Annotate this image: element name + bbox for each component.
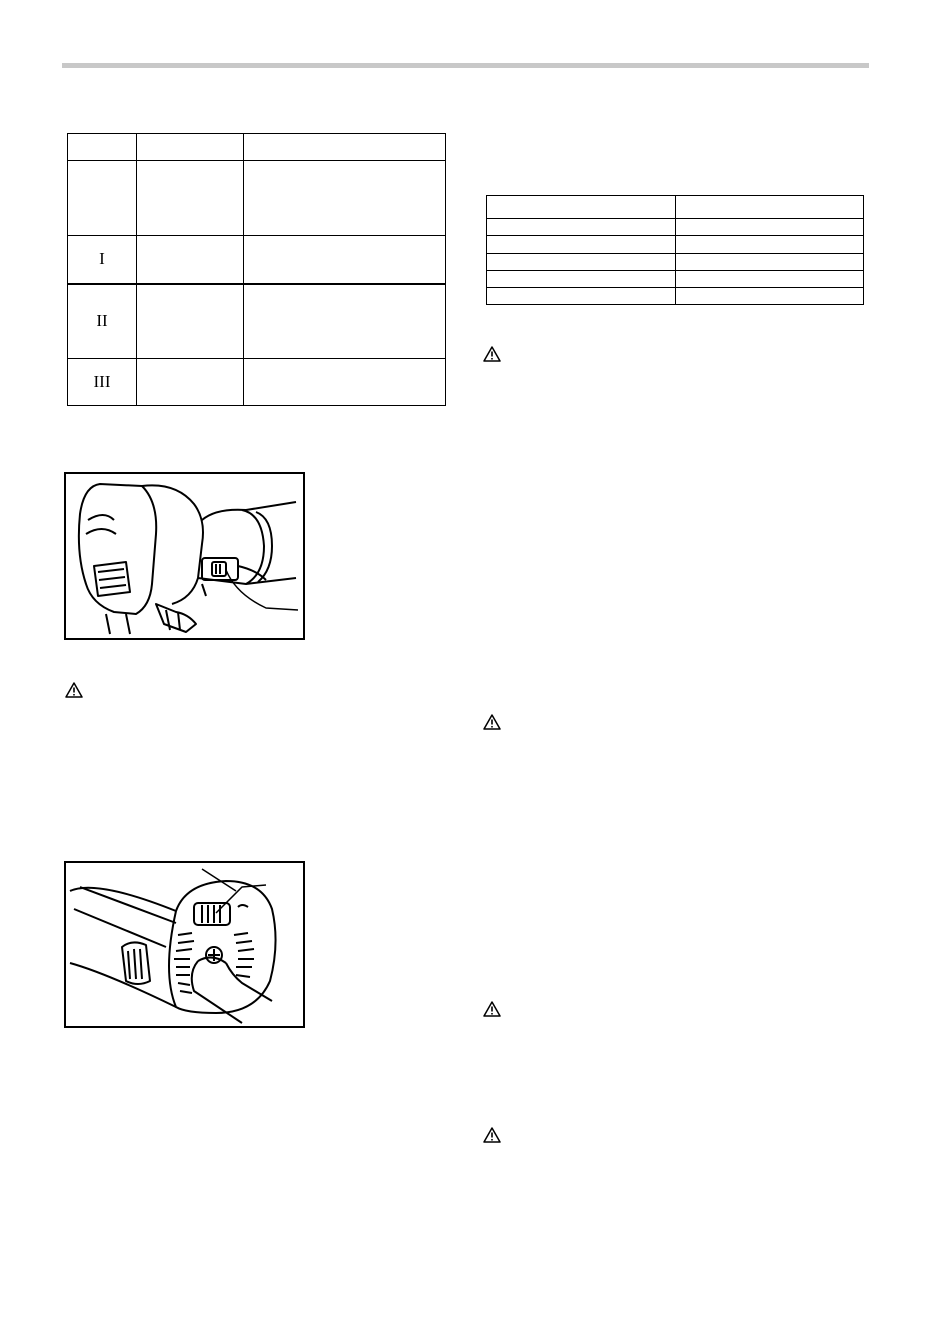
warning-triangle-icon [483, 1127, 501, 1143]
speed-adjusting-dial-illustration [66, 863, 303, 1026]
speed-dial-figure [64, 861, 305, 1028]
table-header-cell [244, 134, 446, 161]
warning-triangle-icon [483, 346, 501, 362]
table-row [487, 236, 864, 253]
warning-triangle-icon [483, 1001, 501, 1017]
table-row [68, 236, 446, 284]
orbit-action-table [67, 133, 446, 406]
table-row [68, 161, 446, 236]
table-header-row [487, 196, 864, 219]
header-rule [62, 63, 869, 68]
table-row [487, 219, 864, 236]
position-cell: II [68, 284, 137, 359]
switch-lever-illustration [66, 474, 303, 638]
table-header-cell [137, 134, 244, 161]
table-header-cell [676, 196, 864, 219]
switch-lever-figure [64, 472, 305, 640]
warning-triangle-icon [65, 682, 83, 698]
table-row [68, 359, 446, 406]
table-header-cell [487, 196, 676, 219]
table-row [68, 284, 446, 359]
table-row [487, 253, 864, 270]
warning-triangle-icon [483, 714, 501, 730]
speed-table [486, 195, 864, 305]
table-row [487, 287, 864, 304]
position-cell: III [68, 359, 137, 406]
table-header-cell [68, 134, 137, 161]
position-cell [68, 161, 137, 236]
table-row [487, 270, 864, 287]
position-cell: I [68, 236, 137, 284]
table-header-row [68, 134, 446, 161]
